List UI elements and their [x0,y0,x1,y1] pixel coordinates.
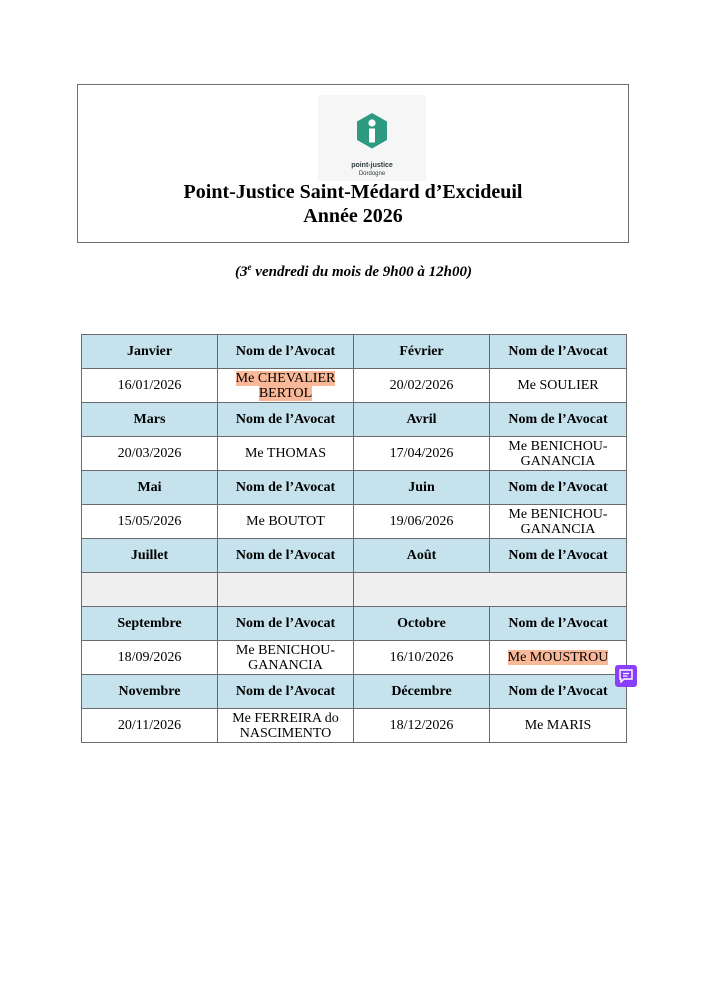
date-cell: 15/05/2026 [82,505,218,539]
subtitle-after: vendredi du mois de 9h00 à 12h00) [251,264,472,280]
lawyer-column-header: Nom de l’Avocat [218,607,354,641]
lawyer-cell: Me FERREIRA do NASCIMENTO [218,709,354,743]
lawyer-cell: Me BENICHOU-GANANCIA [490,505,627,539]
month-header-row [82,539,627,573]
lawyer-cell: Me MARIS [490,709,627,743]
subtitle-before: (3 [235,264,248,280]
month-header: Octobre [354,607,490,641]
page-year: Année 2026 [303,205,403,227]
month-header: Janvier [82,335,218,369]
date-row [82,641,627,675]
empty-row [82,573,627,607]
month-header: Février [354,335,490,369]
header-box [77,84,629,243]
date-row [82,369,627,403]
date-cell: 17/04/2026 [354,437,490,471]
month-header: Juin [354,471,490,505]
lawyer-column-header: Nom de l’Avocat [218,471,354,505]
date-cell: 16/01/2026 [82,369,218,403]
date-cell: 19/06/2026 [354,505,490,539]
lawyer-cell: Me BOUTOT [218,505,354,539]
month-header: Décembre [354,675,490,709]
month-header: Avril [354,403,490,437]
month-header-row [82,403,627,437]
lawyer-column-header: Nom de l’Avocat [490,539,627,573]
month-header: Mai [82,471,218,505]
empty-cell [354,573,627,607]
point-justice-logo [318,95,426,181]
lawyer-column-header: Nom de l’Avocat [218,335,354,369]
lawyer-cell: Me SOULIER [490,369,627,403]
month-header-row [82,335,627,369]
lawyer-column-header: Nom de l’Avocat [218,539,354,573]
date-cell: 16/10/2026 [354,641,490,675]
lawyer-column-header: Nom de l’Avocat [490,403,627,437]
lawyer-cell [218,369,354,403]
schedule-table [81,334,627,743]
date-row [82,437,627,471]
date-row [82,709,627,743]
subtitle-sup: e [247,262,252,272]
month-header: Novembre [82,675,218,709]
lawyer-cell: Me BENICHOU-GANANCIA [218,641,354,675]
highlighted-lawyer: Me CHEVALIER BERTOL [235,370,336,401]
month-header-row [82,471,627,505]
date-cell: 20/03/2026 [82,437,218,471]
empty-cell [82,573,218,607]
date-cell: 18/12/2026 [354,709,490,743]
date-cell: 20/11/2026 [82,709,218,743]
schedule-subtitle [0,262,707,281]
lawyer-column-header: Nom de l’Avocat [490,471,627,505]
date-cell: 18/09/2026 [82,641,218,675]
date-cell: 20/02/2026 [354,369,490,403]
month-header: Juillet [82,539,218,573]
page-title: Point-Justice Saint-Médard d’Excideuil [183,181,523,203]
lawyer-column-header: Nom de l’Avocat [218,675,354,709]
empty-cell [218,573,354,607]
month-header: Septembre [82,607,218,641]
lawyer-column-header: Nom de l’Avocat [218,403,354,437]
logo-name: point-justice [351,162,393,169]
lawyer-column-header: Nom de l’Avocat [490,607,627,641]
lawyer-cell [490,641,627,675]
lawyer-cell: Me BENICHOU-GANANCIA [490,437,627,471]
comment-glyph-icon [619,669,633,683]
logo-i-icon [355,113,389,153]
date-row [82,505,627,539]
month-header-row [82,607,627,641]
lawyer-column-header: Nom de l’Avocat [490,675,627,709]
month-header: Mars [82,403,218,437]
month-header-row [82,675,627,709]
lawyer-cell: Me THOMAS [218,437,354,471]
lawyer-column-header: Nom de l’Avocat [490,335,627,369]
highlighted-lawyer: Me MOUSTROU [507,650,609,665]
comment-icon[interactable] [615,665,637,687]
logo-region: Dordogne [358,171,386,177]
month-header: Août [354,539,490,573]
